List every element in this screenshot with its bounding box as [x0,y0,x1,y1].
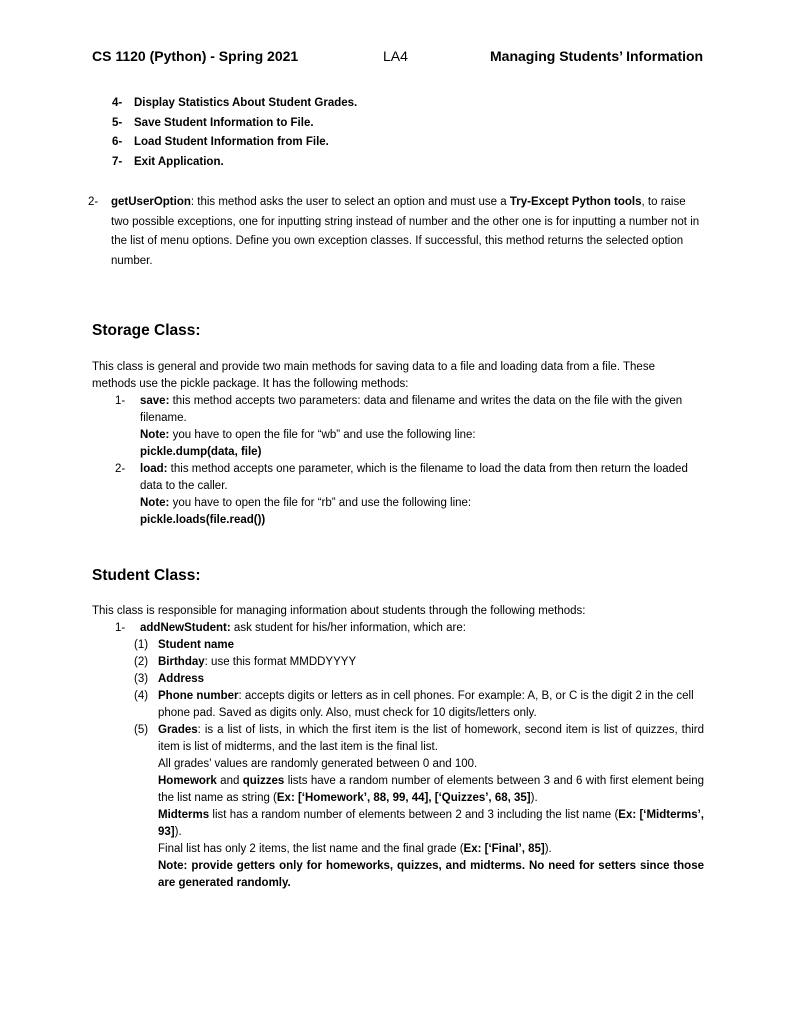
note-text: Note: provide getters only for homeworks, quizzes, and midterms. No need for setters since those are generated randomly. [158,860,704,889]
method-name: getUserOption [111,196,191,208]
list-item [112,94,357,114]
field-text: list has a random number of elements between 2 and 3 including the list name ( [209,809,619,821]
item-number: (5) [134,724,149,736]
homework-label: Homework [158,775,217,787]
note-label: Note: [140,429,170,441]
example-text: Ex: [‘Final’, 85] [463,843,545,855]
list-item [92,461,704,529]
field-label: Phone number [158,690,239,702]
item-number: (1) [134,639,149,651]
field-text: : is a list of lists, in which the first item is the list of homework, second item is list of quizzes, third item is list of midterms, and the last item is the final list. [158,724,704,753]
list-item [92,393,704,461]
midterms-label: Midterms [158,809,210,821]
field-text: and [216,775,243,787]
field-text: ). [530,792,538,804]
item-number: 2- [115,463,126,475]
item-number: (2) [134,656,149,668]
field-text: : accepts digits or letters as in cell phones. For example: A, B, or C is the digit 2 in the cell phone pad. Saved as digits only. Also, must check for 10 digits/letters only. [158,690,694,719]
item-text: : this method asks the user to select an option and must use a [190,196,510,208]
list-item [112,114,357,134]
storage-intro: This class is general and provide two main methods for saving data to a file and loading data from a file. These methods use the pickle package. It has the following methods: [92,361,655,390]
item-label: Save Student Information to File. [134,116,314,129]
field-label: Student name [158,639,235,651]
list-item [112,133,357,153]
item-text: this method accepts one parameter, which is the filename to load the data from then return the loaded data to the caller. [140,463,688,492]
code-line: pickle.loads(file.read()) [140,514,266,526]
note-label: Note: [140,497,170,509]
item-number: (3) [134,673,149,685]
item-number: (4) [134,690,149,702]
student-methods-list [92,620,704,892]
item-number: 2- [88,196,99,208]
item-number: 7- [112,155,123,168]
list-item [112,153,357,173]
field-item [92,688,704,722]
item-body [111,193,700,271]
student-intro: This class is responsible for managing information about students through the following methods: [92,605,586,617]
field-text: : use this format MMDDYYYY [204,656,357,668]
quizzes-label: quizzes [242,775,285,787]
emphasis: Try-Except Python tools [509,196,642,208]
header-assignment: LA4 [383,48,408,64]
item-number: 6- [112,136,123,148]
grades-range-text: All grades’ values are randomly generated between 0 and 100. [158,758,478,770]
field-item [92,637,704,654]
item-number: 5- [112,116,123,129]
field-item [92,722,704,892]
item-label: Display Statistics About Student Grades. [134,97,358,109]
header-title: Managing Students’ Information [490,48,704,64]
field-text: ). [544,843,552,855]
item-text: this method accepts two parameters: data and filename and writes the data on the file with the given filename. [140,395,683,424]
method-name: addNewStudent: [140,622,231,634]
code-line: pickle.dump(data, file) [140,446,262,458]
field-label: Address [158,673,205,685]
note-text: you have to open the file for “wb” and use the following line: [169,429,476,441]
header-course: CS 1120 (Python) - Spring 2021 [92,48,299,64]
storage-class-heading: Storage Class: [92,322,201,339]
field-text: lists have a random number of elements between 3 and 6 with first element being the list name as string ( [158,775,704,804]
note-text: you have to open the file for “rb” and use the following line: [169,497,472,509]
item-text: , to raise two possible exceptions, one for inputting string instead of number and the other one is for inputting a number not in the list of menu options. Define you own exception classes. If successful, this method returns the selected option number. [111,196,700,267]
menu-options-list [112,94,357,172]
get-user-option-item [88,193,700,271]
field-text: Final list has only 2 items, the list name and the final grade ( [158,843,464,855]
field-item [92,671,704,688]
field-text: ). [174,826,182,838]
student-class-heading: Student Class: [92,567,201,584]
item-text: ask student for his/her information, which are: [230,622,466,634]
storage-methods-list [92,393,704,529]
item-number: 1- [115,622,126,634]
field-item [92,654,704,671]
example-text: Ex: [‘Midterms’, 93] [158,809,704,838]
field-label: Grades [158,724,198,736]
list-item [92,620,704,637]
method-name: save: [140,395,170,407]
item-number: 4- [112,97,123,109]
item-number: 1- [115,395,126,407]
field-label: Birthday [158,656,205,668]
method-name: load: [140,463,168,475]
item-label: Load Student Information from File. [134,136,329,148]
example-text: Ex: [‘Homework’, 88, 99, 44], [‘Quizzes’, 68, 35] [276,792,531,804]
item-label: Exit Application. [134,155,224,168]
